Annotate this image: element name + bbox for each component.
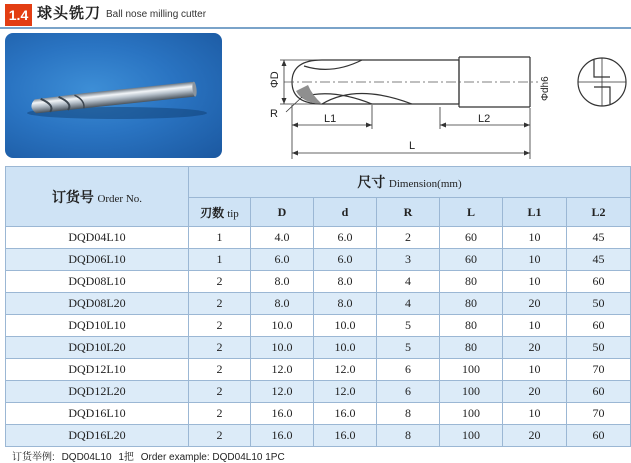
table-row xyxy=(6,425,631,447)
cell-l: 100 xyxy=(440,403,503,425)
cell-order: DQD08L10 xyxy=(6,271,189,293)
cell-d-lower: 16.0 xyxy=(314,425,377,447)
header-order-no xyxy=(6,167,189,227)
label-r: R xyxy=(270,108,278,120)
cell-d-upper: 12.0 xyxy=(251,359,314,381)
cell-l2: 60 xyxy=(567,315,631,337)
cell-l1: 10 xyxy=(503,315,567,337)
order-example-qty: 1把 xyxy=(118,452,134,463)
cell-r: 4 xyxy=(377,271,440,293)
cell-l1: 20 xyxy=(503,337,567,359)
cell-l1: 20 xyxy=(503,381,567,403)
cell-l2: 50 xyxy=(567,337,631,359)
cell-l1: 20 xyxy=(503,425,567,447)
cell-tip: 2 xyxy=(189,425,251,447)
cell-l2: 60 xyxy=(567,271,631,293)
cell-r: 2 xyxy=(377,227,440,249)
section-title-en: Ball nose milling cutter xyxy=(106,9,207,20)
product-photo xyxy=(5,33,222,158)
label-l2: L2 xyxy=(478,113,491,125)
cell-tip: 2 xyxy=(189,381,251,403)
cell-d-lower: 10.0 xyxy=(314,315,377,337)
table-row xyxy=(6,227,631,249)
cell-r: 4 xyxy=(377,293,440,315)
cell-tip: 1 xyxy=(189,227,251,249)
header-order-zh: 订货号 xyxy=(51,190,94,206)
header-dimension-zh: 尺寸 xyxy=(357,176,386,191)
table-row xyxy=(6,271,631,293)
cell-l1: 10 xyxy=(503,227,567,249)
cell-l1: 10 xyxy=(503,359,567,381)
cell-tip: 2 xyxy=(189,337,251,359)
header-tip-en: tip xyxy=(227,207,239,220)
cell-r: 5 xyxy=(377,337,440,359)
cell-l: 80 xyxy=(440,337,503,359)
header-col-l1: L1 xyxy=(503,198,567,227)
end-mill-image xyxy=(5,33,222,158)
cell-l: 60 xyxy=(440,249,503,271)
cell-l1: 20 xyxy=(503,293,567,315)
table-row xyxy=(6,315,631,337)
cell-d-upper: 10.0 xyxy=(251,315,314,337)
cell-d-lower: 12.0 xyxy=(314,381,377,403)
header-tip-zh: 刃数 xyxy=(200,205,225,220)
cell-l: 80 xyxy=(440,293,503,315)
cell-d-upper: 8.0 xyxy=(251,293,314,315)
cell-l2: 45 xyxy=(567,227,631,249)
cell-r: 8 xyxy=(377,425,440,447)
cell-order: DQD12L10 xyxy=(6,359,189,381)
cell-order: DQD04L10 xyxy=(6,227,189,249)
cell-d-lower: 10.0 xyxy=(314,337,377,359)
cell-l2: 45 xyxy=(567,249,631,271)
cell-r: 8 xyxy=(377,403,440,425)
header-col-r: R xyxy=(377,198,440,227)
order-example-zh: 订货举例: xyxy=(12,452,55,463)
cell-d-upper: 16.0 xyxy=(251,403,314,425)
cell-l: 80 xyxy=(440,271,503,293)
cell-l1: 10 xyxy=(503,249,567,271)
table-row xyxy=(6,249,631,271)
section-title-zh: 球头铣刀 xyxy=(37,5,102,22)
cell-order: DQD12L20 xyxy=(6,381,189,403)
cell-l: 100 xyxy=(440,425,503,447)
table-row xyxy=(6,293,631,315)
section-number: 1.4 xyxy=(5,4,32,26)
cell-d-upper: 4.0 xyxy=(251,227,314,249)
header-col-d-upper: D xyxy=(251,198,314,227)
cell-l2: 60 xyxy=(567,425,631,447)
cell-l1: 10 xyxy=(503,271,567,293)
cell-order: DQD16L20 xyxy=(6,425,189,447)
cell-order: DQD10L20 xyxy=(6,337,189,359)
cell-l2: 70 xyxy=(567,403,631,425)
cell-l: 100 xyxy=(440,381,503,403)
table-row xyxy=(6,403,631,425)
cell-d-upper: 8.0 xyxy=(251,271,314,293)
cell-order: DQD06L10 xyxy=(6,249,189,271)
header-col-l2: L2 xyxy=(567,198,631,227)
cell-l2: 60 xyxy=(567,381,631,403)
header-divider xyxy=(0,27,631,29)
header-col-l: L xyxy=(440,198,503,227)
cell-r: 6 xyxy=(377,381,440,403)
cell-l: 100 xyxy=(440,359,503,381)
cell-order: DQD16L10 xyxy=(6,403,189,425)
cell-d-lower: 6.0 xyxy=(314,227,377,249)
header-order-en: Order No. xyxy=(97,192,143,205)
cell-l: 80 xyxy=(440,315,503,337)
order-example xyxy=(12,448,289,463)
label-phi-dh6: Φdh6 xyxy=(540,76,551,101)
cell-d-upper: 16.0 xyxy=(251,425,314,447)
cell-r: 6 xyxy=(377,359,440,381)
label-phi-d: ΦD xyxy=(269,71,281,88)
drawing-svg xyxy=(262,33,630,160)
header-dimension-en: Dimension(mm) xyxy=(388,178,462,190)
cell-tip: 2 xyxy=(189,359,251,381)
cell-tip: 2 xyxy=(189,403,251,425)
cell-l1: 10 xyxy=(503,403,567,425)
header-dimension xyxy=(189,167,631,198)
cell-d-lower: 12.0 xyxy=(314,359,377,381)
table-row xyxy=(6,359,631,381)
technical-drawing xyxy=(262,33,630,160)
cell-r: 5 xyxy=(377,315,440,337)
cell-tip: 2 xyxy=(189,315,251,337)
label-l: L xyxy=(409,140,416,152)
header-tip xyxy=(189,198,251,227)
order-example-code: DQD04L10 xyxy=(61,452,112,463)
cell-d-lower: 8.0 xyxy=(314,293,377,315)
cell-l2: 70 xyxy=(567,359,631,381)
cell-order: DQD08L20 xyxy=(6,293,189,315)
cell-d-lower: 8.0 xyxy=(314,271,377,293)
cell-d-upper: 10.0 xyxy=(251,337,314,359)
cell-d-upper: 12.0 xyxy=(251,381,314,403)
label-l1: L1 xyxy=(324,113,337,125)
cell-d-lower: 6.0 xyxy=(314,249,377,271)
cell-tip: 2 xyxy=(189,293,251,315)
cell-d-lower: 16.0 xyxy=(314,403,377,425)
cell-l2: 50 xyxy=(567,293,631,315)
cell-tip: 1 xyxy=(189,249,251,271)
cell-order: DQD10L10 xyxy=(6,315,189,337)
cell-r: 3 xyxy=(377,249,440,271)
cell-tip: 2 xyxy=(189,271,251,293)
table-row xyxy=(6,337,631,359)
order-example-en: Order example: DQD04L10 1PC xyxy=(140,452,285,463)
spec-table xyxy=(5,166,631,447)
table-row xyxy=(6,381,631,403)
header-col-d-lower: d xyxy=(314,198,377,227)
cell-l: 60 xyxy=(440,227,503,249)
cell-d-upper: 6.0 xyxy=(251,249,314,271)
